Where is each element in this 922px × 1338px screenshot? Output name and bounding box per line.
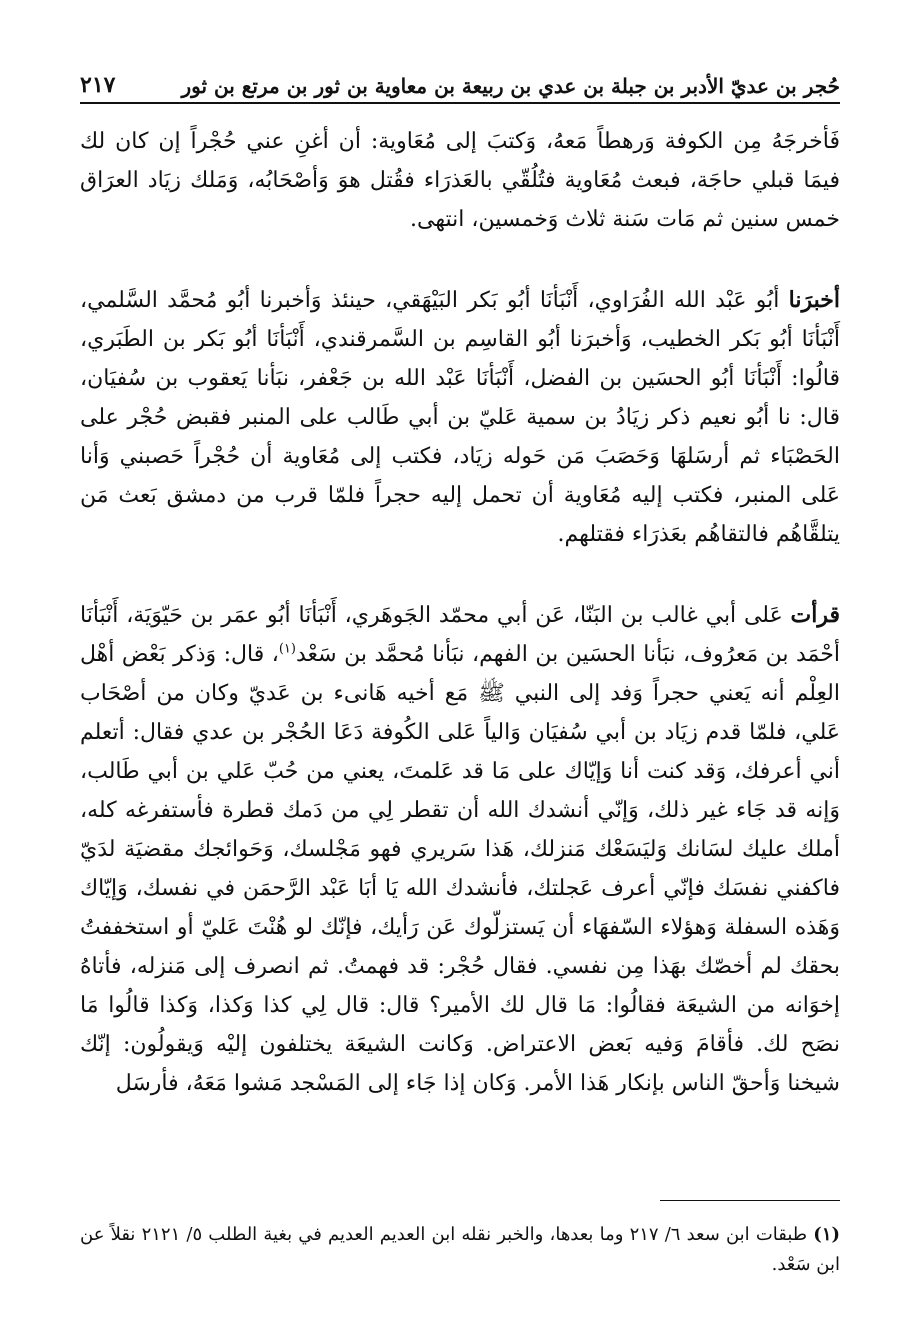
- paragraph-2: [80, 281, 840, 554]
- paragraph-1-text: فَأخرجَهُ مِن الكوفة وَرهطاً مَعهُ، وَكتبَ إلى مُعَاوية: أن أغنِ عني حُجْراً إن كان لك فيمَا قبلي حاجَة، فبعث مُعَاوية فتُلُقّي بالعَذرَاء فقُتل هوَ وَأصْحَابُه، وَمَلك زيَاد العرَاق خمس سنين ثم مَات سَنة ثلاث وَخمسين، انتهى.: [80, 129, 840, 232]
- running-title: حُجر بن عديّ الأدبر بن جبلة بن عدي بن ربيعة بن معاوية بن ثور بن مرتع بن ثور: [181, 74, 840, 98]
- footnote-text: طبقات ابن سعد ٦/ ٢١٧ وما بعدها، والخبر نقله ابن العديم العديم في بغية الطلب ٥/ ٢١٢١ نقلاً عن ابن سَعْد.: [80, 1224, 840, 1275]
- paragraph-3-text: عَلى أبي غالب بن البَنّا، عَن أبي محمّد الجَوهَري، أَنْبَأنَا أبُو عمَر بن حَيّوَيَة، أَنْبَأنَا أحْمَد بن مَعرُوف، نبَأنا الحسَين بن الفهم، نبَأنا مُحمَّد بن سَعْد: [80, 603, 840, 667]
- paragraph-gap: [80, 554, 840, 596]
- footnote-separator: [660, 1200, 840, 1201]
- page-header: [80, 58, 840, 104]
- footnote-marker: (١): [813, 1224, 841, 1245]
- paragraph-2-lead: أخبرَنا: [788, 287, 840, 313]
- paragraph-3-text-continued: ، قال: وَذكر بَعْض أهْل العِلْم أنه يَعني حجراً وَفد إلى النبي ﷺ مَع أخيه هَانىء بن عَديّ وكان من أصْحَاب عَلي، فلمّا قدم زيَاد بن أبي سُفيَان وَالياً عَلى الكُوفة دَعَا الحُجْر بن عدي فقال: أتعلم أني أعرفك، وَقد كنت أنا وَإيّاك على مَا قد عَلمتَ، يعني من حُبّ عَلي بن أبي طَالب، وَإنه قد جَاء غير ذلك، وَإنّي أنشدك الله أن تقطر لِي من دَمك قطرة فأستفرغه كله، أملك عليك لسَانك وَليَسَعْك مَنزلك، هَذا سَريري فهو مَجْلسك، وَحَوائجك مقضيَة لدَيّ فاكفني نفسَك فإنّي أعرف عَجلتك، فأنشدك الله يَا أبَا عَبْد الرَّحمَن في نفسك، وَإيّاك وَهَذه السفلة وَهؤلاء السّفهَاء أن يَستزلّوك عَن رَأيك، فإنّك لو هُنْتَ عَليّ أو استخففتُ بحقك لم أخصّك بهَذا مِن نفسي. فقال حُجْر: قد فهمتُ. ثم انصرف إلى مَنزله، فأتاهُ إخوَانه من الشيعَة فقالُوا: مَا قال لك الأمير؟ قال: قال لِي كذا وَكذا، وَكذا قالُوا مَا نصَح لك. فأقامَ وَفيه بَعض الاعتراض. وَكانت الشيعَة يختلفون إليْه وَيقولُون: إنّك شيخنا وَأحقّ الناس بإنكار هَذا الأمر. وَكان إذا جَاء إلى المَسْجد مَشوا مَعَهُ، فأرسَل: [80, 642, 840, 1096]
- paragraph-3-lead: قرأت: [790, 602, 840, 628]
- paragraph-gap: [80, 239, 840, 281]
- paragraph-2-text: أبُو عَبْد الله الفُرَاوي، أَنْبَأنَا أبُو بَكر البَيْهَقي، حينئذ وَأخبرنا أبُو مُحمَّد السَّلمي، أَنْبَأنَا أبُو بَكر الخطيب، وَأخبرَنا أبُو القاسِم بن السَّمرقندي، أَنْبَأنَا أبُو بَكر بن الطَبَري، قالُوا: أَنْبَأنَا أبُو الحسَين بن الفضل، أَنْبَأنَا عَبْد الله بن جَعْفر، نبَأنا يَعقوب بن سُفيَان، قال: نا أبُو نعيم ذكر زيَادُ بن سمية عَليّ بن أبي طَالب على المنبر فقبض حُجْر على الحَصْبَاء ثم أرسَلهَا وَحَصَبَ مَن حَوله زيَاد، فكتب إلى مُعَاوية أن حُجْراً حَصبني وَأنا عَلى المنبر، فكتب إليه مُعَاوية أن تحمل إليه حجراً فلمّا قرب من دمشق بَعث مَن يتلقَّاهُم فالتقاهُم بعَذرَاء فقتلهم.: [80, 288, 840, 547]
- paragraph-1: [80, 122, 840, 239]
- page-number: ٢١٧: [80, 72, 116, 98]
- paragraph-3: [80, 596, 840, 1103]
- footnote: [80, 1220, 840, 1280]
- footnote-reference[interactable]: (١): [278, 641, 296, 657]
- body-text: [80, 122, 840, 1103]
